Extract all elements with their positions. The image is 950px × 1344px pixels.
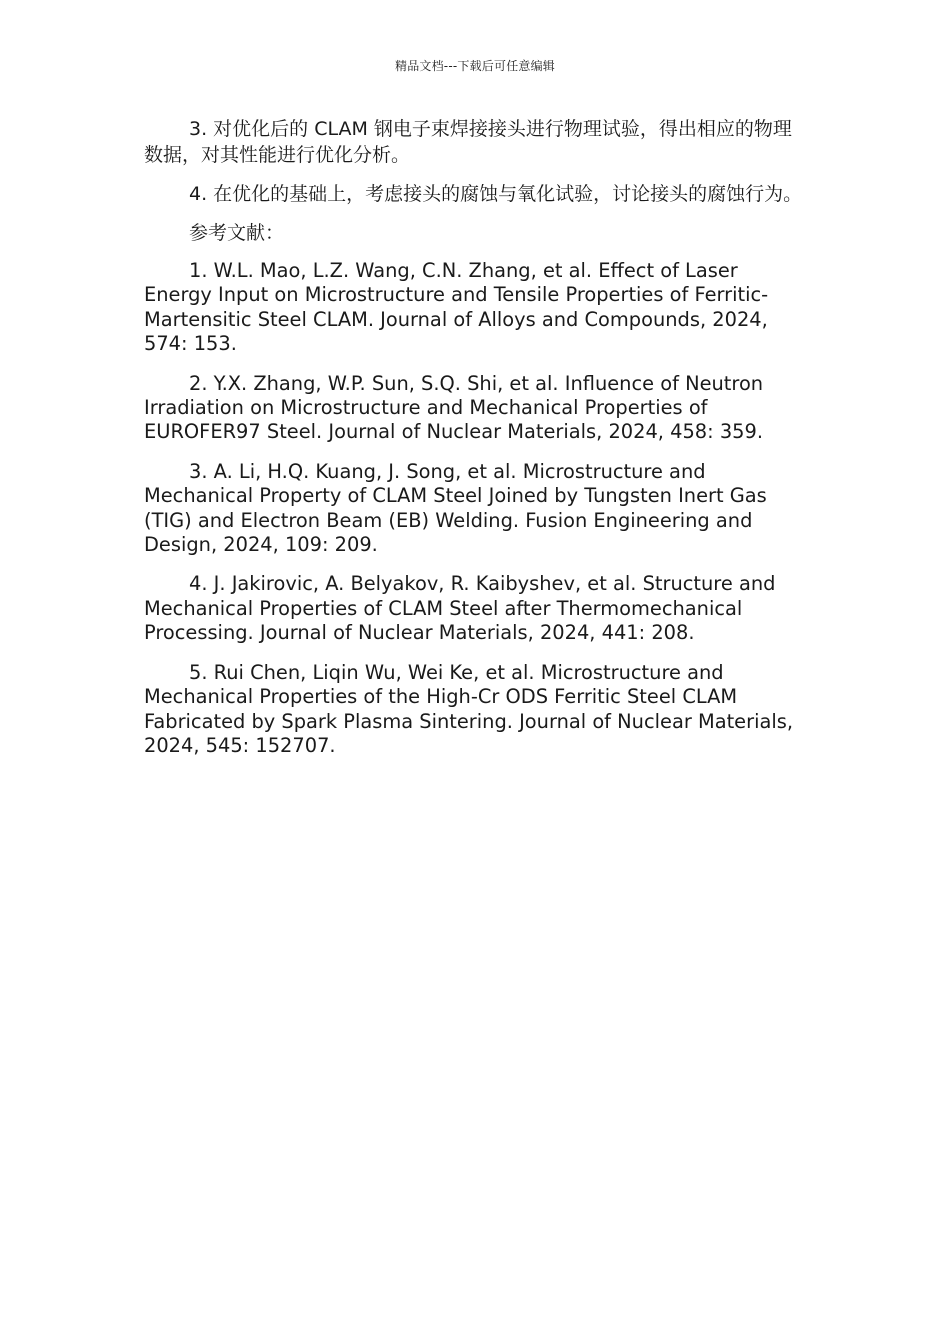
document-body [144, 116, 804, 773]
reference-item-5: 5. Rui Chen, Liqin Wu, Wei Ke, et al. Microstructure and Mechanical Properties of the High-Cr ODS Ferritic Steel CLAM Fabricated by Spark Plasma Sintering. Journal of Nuclear Materials, 2024, 545: 152707. [144, 660, 793, 757]
references-heading: 参考文献： [189, 222, 285, 244]
page-header: 精品文档---下载后可任意编辑 [395, 59, 555, 73]
reference-item-4: 4. J. Jakirovic, A. Belyakov, R. Kaibyshev, et al. Structure and Mechanical Properties of CLAM Steel after Thermomechanical Processing. Journal of Nuclear Materials, 2024, 441: 208. [144, 572, 776, 645]
reference-item-3: 3. A. Li, H.Q. Kuang, J. Song, et al. Microstructure and Mechanical Property of CLAM Steel Joined by Tungsten Inert Gas (TIG) and Electron Beam (EB) Welding. Fusion Engineering and Design, 2024, 109: 209. [144, 459, 767, 557]
paragraph-item-4: 4. 在优化的基础上，考虑接头的腐蚀与氧化试验，讨论接头的腐蚀行为。 [189, 183, 803, 205]
paragraph-item-3: 3. 对优化后的 CLAM 钢电子束焊接接头进行物理试验，得出相应的物理数据，对其性能进行优化分析。 [144, 118, 792, 166]
reference-item-1: 1. W.L. Mao, L.Z. Wang, C.N. Zhang, et al. Effect of Laser Energy Input on Microstructure and Tensile Properties of Ferritic-Martensitic Steel CLAM. Journal of Alloys and Compounds, 2024, 574: 153. [144, 259, 769, 356]
reference-item-2: 2. Y.X. Zhang, W.P. Sun, S.Q. Shi, et al. Influence of Neutron Irradiation on Microstructure and Mechanical Properties of EUROFER97 Steel. Journal of Nuclear Materials, 2024, 458: 359. [144, 371, 764, 444]
reference-list [144, 259, 804, 758]
